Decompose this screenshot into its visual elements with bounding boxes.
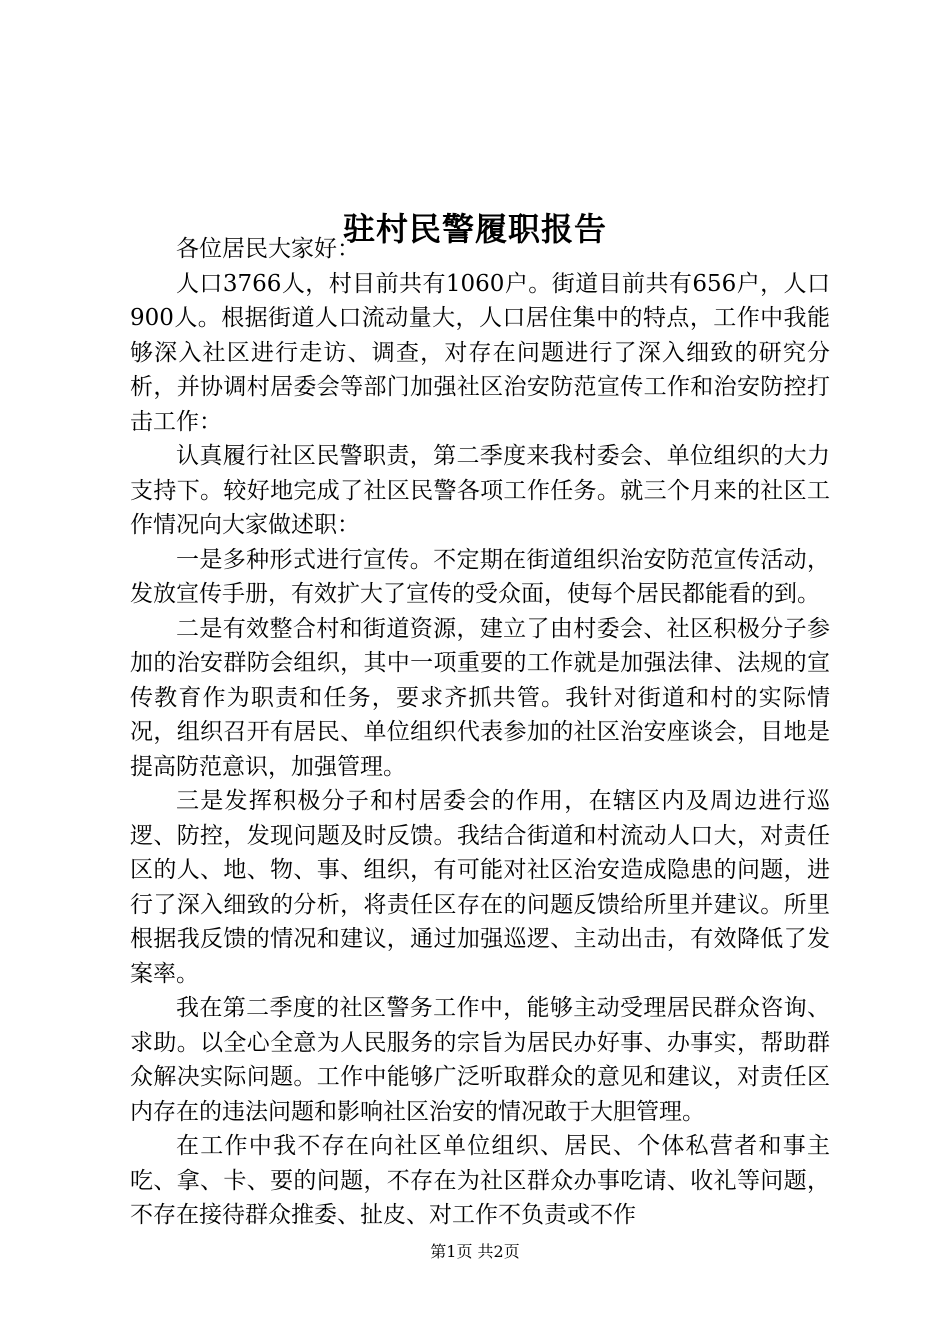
document-body: [130, 232, 830, 1233]
paragraph: 认真履行社区民警职责，第二季度来我村委会、单位组织的大力支持下。较好地完成了社区民警各项工作任务。就三个月来的社区工作情况向大家做述职：: [130, 443, 830, 538]
paragraph: 二是有效整合村和街道资源，建立了由村委会、社区积极分子参加的治安群防会组织，其中一项重要的工作就是加强法律、法规的宣传教育作为职责和任务，要求齐抓共管。我针对街道和村的实际情况，组织召开有居民、单位组织代表参加的社区治安座谈会，目地是提高防范意识，加强管理。: [130, 615, 830, 780]
paragraph: 我在第二季度的社区警务工作中，能够主动受理居民群众咨询、求助。以全心全意为人民服务的宗旨为居民办好事、办事实，帮助群众解决实际问题。工作中能够广泛听取群众的意见和建议，对责任区内存在的违法问题和影响社区治安的情况敢于大胆管理。: [130, 995, 830, 1125]
paragraph: 在工作中我不存在向社区单位组织、居民、个体私营者和事主吃、拿、卡、要的问题，不存在为社区群众办事吃请、收礼等问题，不存在接待群众推委、扯皮、对工作不负责或不作: [130, 1133, 830, 1228]
page-footer: 第1页 共2页: [430, 1242, 520, 1261]
document-title: 驻村民警履职报告: [342, 210, 607, 249]
paragraph: 人口3766人，村目前共有1060户。街道目前共有656户，人口900人。根据街道人口流动量大，人口居住集中的特点，工作中我能够深入社区进行走访、调查，对存在问题进行了深入细致的研究分析，并协调村居委会等部门加强社区治安防范宣传工作和治安防控打击工作：: [130, 270, 830, 435]
paragraph: 三是发挥积极分子和村居委会的作用，在辖区内及周边进行巡逻、防控，发现问题及时反馈。我结合街道和村流动人口大，对责任区的人、地、物、事、组织，有可能对社区治安造成隐患的问题，进行了深入细致的分析，将责任区存在的问题反馈给所里并建议。所里根据我反馈的情况和建议，通过加强巡逻、主动出击，有效降低了发案率。: [130, 788, 830, 987]
paragraph: 一是多种形式进行宣传。不定期在街道组织治安防范宣传活动，发放宣传手册，有效扩大了宣传的受众面，使每个居民都能看的到。: [130, 546, 830, 607]
greeting: 各位居民大家好：: [176, 236, 360, 262]
